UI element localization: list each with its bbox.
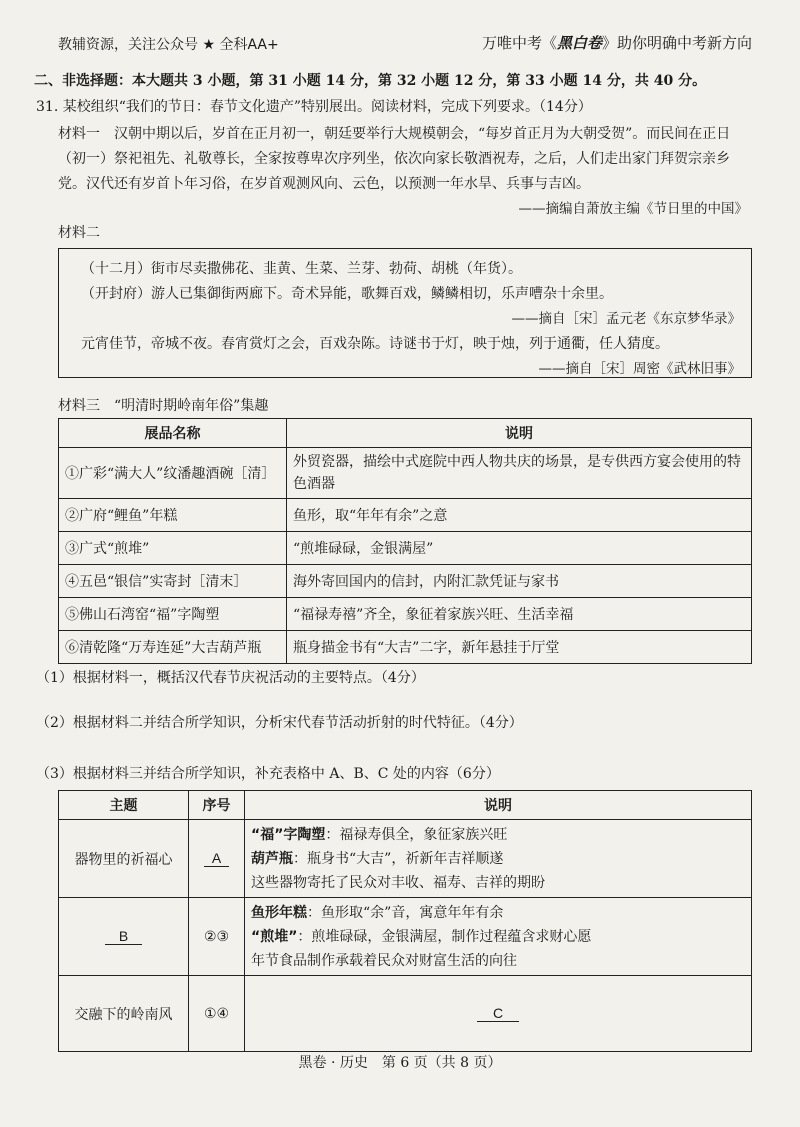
material-2-source-2: ——摘自［宋］周密《武林旧事》 [538, 361, 741, 377]
blank-c: C [477, 1005, 519, 1022]
material-2-box [58, 248, 752, 378]
material-1-label: 材料一 [58, 126, 100, 142]
exhibit-table [58, 418, 752, 664]
sub-question-1: （1）根据材料一，概括汉代春节庆祝活动的主要特点。（4分） [36, 670, 425, 686]
material-2-line-3: 元宵佳节，帝城不夜。春宵赏灯之会，百戏杂陈。诗谜书于灯，映于烛，列于通衢，任人猜度。 [81, 336, 669, 352]
theme-cell [59, 898, 189, 976]
number-cell: ①④ [189, 976, 245, 1052]
table-row [59, 631, 752, 664]
question-31-stem: 31. 某校组织“我们的节日：春节文化遗产”特别展出。阅读材料，完成下列要求。（14分） [36, 99, 592, 115]
table-row [59, 448, 752, 499]
material-1-text: 汉朝中期以后，岁首在正月初一，朝廷要举行大规模朝会，“每岁首正月为大朝受贺”。而民间在正日（初一）祭祀祖先、礼敬尊长，全家按尊卑次序列坐，依次向家长敬酒祝寿，之后，人们走出家门拜贺宗亲乡党。汉代还有岁首卜年习俗，在岁首观测风向、云色，以预测一年水旱、兵事与吉凶。 [58, 126, 731, 192]
exhibit-desc: “煎堆碌碌，金银满屋” [287, 532, 752, 565]
exhibit-header-name: 展品名称 [59, 419, 287, 448]
exhibit-desc: 鱼形，取“年年有余”之意 [287, 499, 752, 532]
answer-header-num: 序号 [189, 791, 245, 820]
table-row [59, 499, 752, 532]
exhibit-name: ③广式“煎堆” [59, 532, 287, 565]
exhibit-desc: “福禄寿禧”齐全，象征着家族兴旺、生活幸福 [287, 598, 752, 631]
blank-b: B [105, 928, 142, 945]
sub-question-3: （3）根据材料三并结合所学知识，补充表格中 A、B、C 处的内容（6分） [36, 766, 500, 782]
theme-cell: 器物里的祈福心 [59, 820, 189, 898]
answer-header-desc: 说明 [245, 791, 752, 820]
table-row [59, 820, 752, 898]
exhibit-header-desc: 说明 [287, 419, 752, 448]
brand-name: 黑白卷 [556, 34, 602, 52]
table-row [59, 565, 752, 598]
exhibit-name: ④五邑“银信”实寄封［清末］ [59, 565, 287, 598]
exhibit-name: ⑥清乾隆“万寿连延”大吉葫芦瓶 [59, 631, 287, 664]
material-2-label: 材料二 [58, 225, 100, 241]
header-left-text: 教辅资源，关注公众号 ★ 全科AA+ [58, 37, 279, 53]
answer-table [58, 790, 752, 1052]
material-3-title: “明清时期岭南年俗”集趣 [114, 398, 269, 414]
sub-question-2: （2）根据材料二并结合所学知识，分析宋代春节活动折射的时代特征。（4分） [36, 715, 523, 731]
material-3-label: 材料三 [58, 398, 100, 414]
blank-a: A [204, 850, 229, 867]
number-cell [189, 820, 245, 898]
exhibit-desc: 外贸瓷器，描绘中式庭院中西人物共庆的场景，是专供西方宴会使用的特色酒器 [287, 448, 752, 499]
material-1 [58, 122, 748, 222]
exhibit-desc: 海外寄回国内的信封，内附汇款凭证与家书 [287, 565, 752, 598]
material-3-heading [58, 395, 268, 415]
description-cell: “福”字陶塑：福禄寿俱全，象征家族兴旺 葫芦瓶：瓶身书“大吉”，祈新年吉祥顺遂 这些器物寄托了民众对丰收、福寿、吉祥的期盼 [245, 820, 752, 898]
table-row [59, 976, 752, 1052]
table-row [59, 532, 752, 565]
theme-cell: 交融下的岭南风 [59, 976, 189, 1052]
exhibit-desc: 瓶身描金书有“大吉”二字，新年悬挂于厅堂 [287, 631, 752, 664]
number-cell: ②③ [189, 898, 245, 976]
exhibit-name: ①广彩“满大人”纹潘趣酒碗［清］ [59, 448, 287, 499]
section-heading: 二、非选择题：本大题共 3 小题，第 31 小题 14 分，第 32 小题 12 分，第 33 小题 14 分，共 40 分。 [34, 73, 707, 89]
description-cell: 鱼形年糕：鱼形取“余”音，寓意年年有余 “煎堆”：煎堆碌碌，金银满屋，制作过程蕴含求财心愿 年节食品制作承载着民众对财富生活的向往 [245, 898, 752, 976]
page-footer: 黑卷 · 历史 第 6 页（共 8 页） [298, 1055, 502, 1071]
table-row [59, 898, 752, 976]
answer-header-theme: 主题 [59, 791, 189, 820]
exhibit-name: ⑤佛山石湾窑“福”字陶塑 [59, 598, 287, 631]
material-2-source-1: ——摘自［宋］孟元老《东京梦华录》 [511, 311, 741, 327]
exhibit-name: ②广府“鲤鱼”年糕 [59, 499, 287, 532]
header-right-text: 万唯中考《黑白卷》助你明确中考新方向 [481, 34, 752, 52]
table-row [59, 598, 752, 631]
material-2-line-2: （开封府）游人已集御街两廊下。奇术异能，歌舞百戏，鳞鳞相切，乐声嘈杂十余里。 [81, 286, 613, 302]
material-2-line-1: （十二月）街市尽卖撒佛花、韭黄、生菜、兰芽、勃荷、胡桃（年货）。 [81, 261, 522, 277]
description-cell [245, 976, 752, 1052]
material-1-source: ——摘编自萧放主编《节日里的中国》 [518, 201, 748, 217]
